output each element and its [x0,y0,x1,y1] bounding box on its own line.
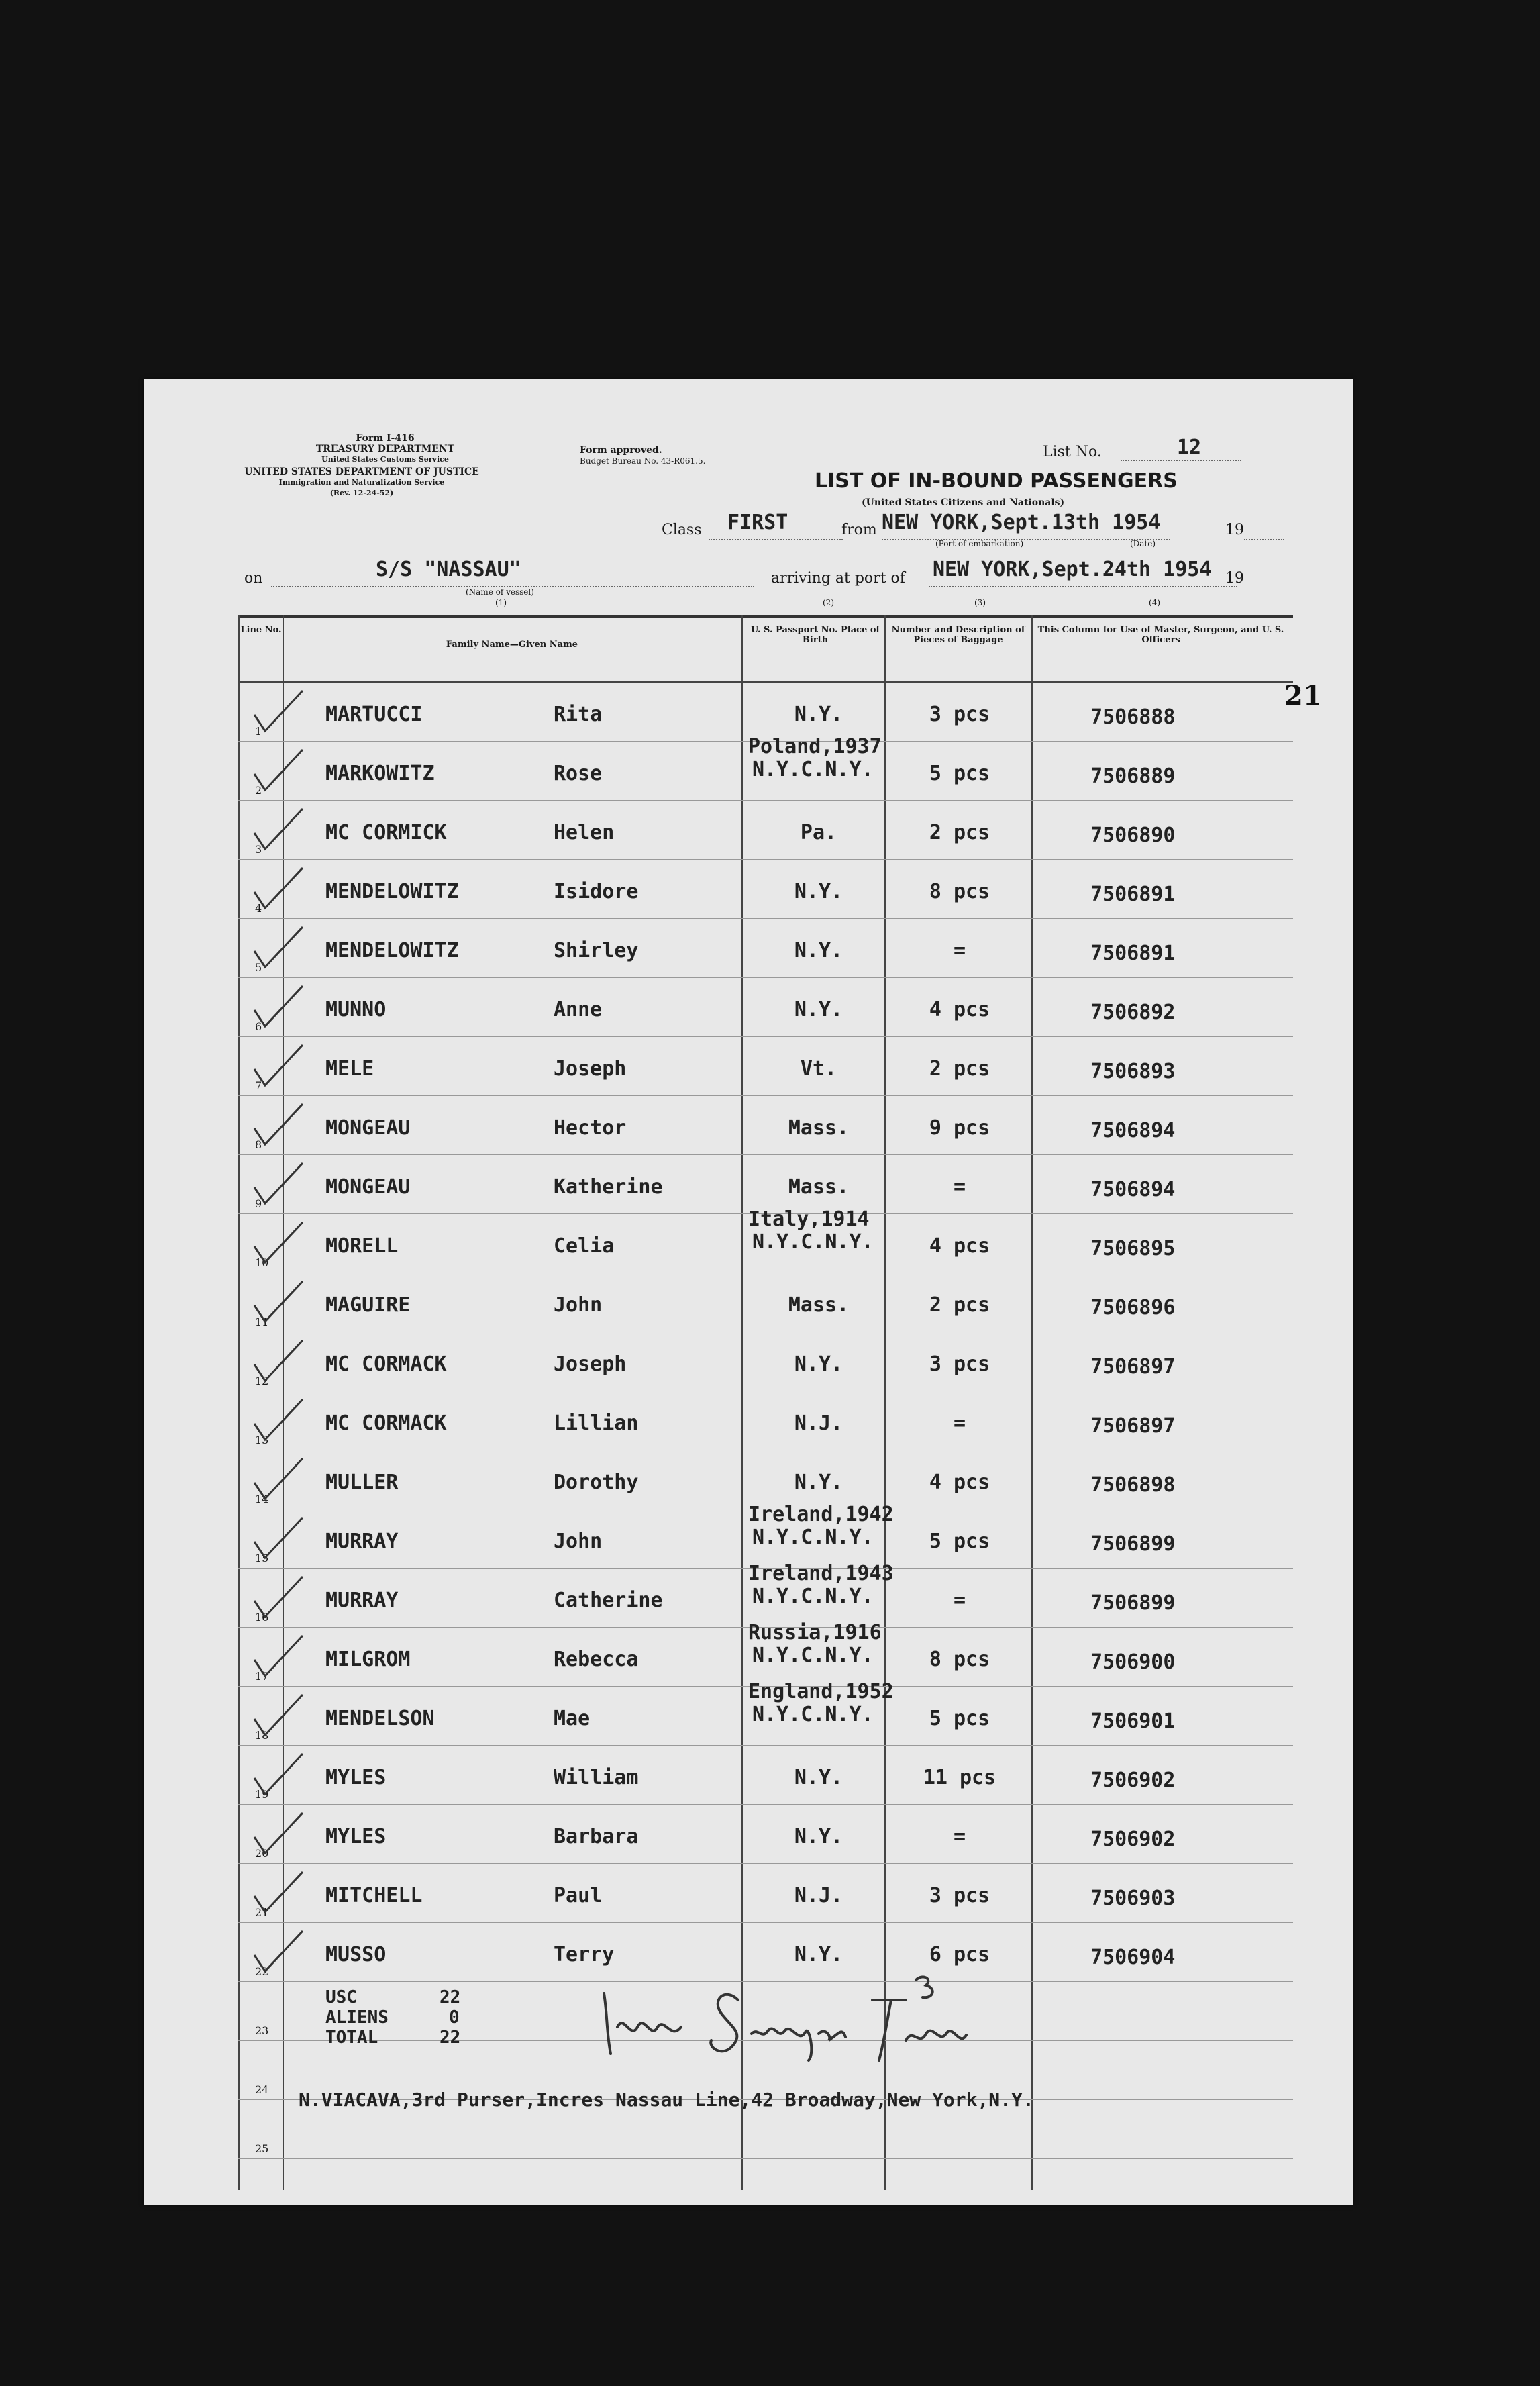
table-row [238,1805,1293,1864]
total-value: 22 [440,2028,461,2048]
given-name: Celia [554,1234,615,1258]
on-label: on [244,570,263,587]
col-name: Family Name—Given Name [446,640,578,650]
birth-place: Pa. [800,821,837,844]
year-prefix-2: 19 [1225,570,1244,587]
birth-place: N.Y. [794,880,843,903]
given-name: Dorothy [554,1471,639,1494]
birth-place: N.Y. [794,998,843,1022]
baggage-pieces: 4 pcs [929,1471,990,1494]
family-name: MAGUIRE [325,1293,411,1317]
baggage-pieces: = [953,1825,966,1848]
line-number: 22 [255,1965,269,1978]
baggage-pieces: 5 pcs [929,1530,990,1553]
usc-label: USC [325,1987,357,2007]
birth-place: N.Y.C.N.Y. [752,1585,874,1608]
birth-place: Mass. [788,1175,850,1199]
birth-place: N.J. [794,1411,843,1435]
given-name: Rebecca [554,1648,639,1671]
line-number: 3 [255,843,262,856]
totals-block [325,1987,461,2048]
birth-place: N.Y. [794,1943,843,1967]
birth-place: Mass. [788,1293,850,1317]
table-row [238,1155,1293,1214]
port-embark-caption: (Port of embarkation) [935,539,1024,548]
given-name: Joseph [554,1057,627,1081]
officer-code: 7506888 [1090,705,1176,729]
family-name: MARKOWITZ [325,762,435,785]
baggage-pieces: 3 pcs [929,1884,990,1907]
line-number: 1 [255,725,262,738]
idx-1: (1) [495,598,507,607]
justice-header [244,466,479,499]
check-mark-icon [252,1397,305,1444]
given-name: Joseph [554,1352,627,1376]
baggage-pieces: 4 pcs [929,998,990,1022]
officer-code: 7506891 [1090,883,1176,906]
birth-place: N.Y.C.N.Y. [752,1526,874,1549]
check-mark-icon [252,747,305,794]
baggage-pieces: 8 pcs [929,1648,990,1671]
line-number: 4 [255,902,262,915]
officer-code: 7506893 [1090,1060,1176,1083]
line-number: 14 [255,1493,269,1505]
officer-code: 7506902 [1090,1769,1176,1792]
date-caption: (Date) [1130,539,1156,548]
baggage-pieces: = [953,939,966,962]
table-row [238,1450,1293,1509]
baggage-pieces: = [953,1589,966,1612]
form-header-left [298,433,472,465]
table-row [238,1332,1293,1391]
family-name: MARTUCCI [325,703,423,726]
table-row [238,735,1293,801]
check-mark-icon [252,688,305,735]
officer-code: 7506899 [1090,1532,1176,1556]
check-mark-icon [252,983,305,1030]
list-no-label: List No. [1043,444,1102,460]
check-mark-icon [252,865,305,912]
birth-place-origin: Russia,1916 [748,1621,882,1644]
birth-place: N.Y.C.N.Y. [752,758,874,781]
birth-place: Vt. [800,1057,837,1081]
immigration-service: Immigration and Naturalization Service [278,478,445,487]
check-mark-icon [252,1928,305,1975]
birth-place: N.Y. [794,939,843,962]
check-mark-icon [252,1456,305,1503]
page-number: 21 [1284,680,1322,711]
given-name: Catherine [554,1589,663,1612]
officer-code: 7506895 [1090,1237,1176,1260]
aliens-value: 0 [449,2007,460,2028]
line-number: 16 [255,1611,269,1624]
birth-place-origin: England,1952 [748,1680,894,1703]
col-passport: U. S. Passport No. Place of Birth [750,625,880,645]
officer-code: 7506900 [1090,1650,1176,1674]
aliens-label: ALIENS [325,2007,389,2028]
table-row [238,801,1293,860]
justice-dept: UNITED STATES DEPARTMENT OF JUSTICE [244,466,479,477]
family-name: MUSSO [325,1943,387,1967]
family-name: MUNNO [325,998,387,1022]
line-number: 25 [255,2142,269,2155]
baggage-pieces: 9 pcs [929,1116,990,1140]
total-label: TOTAL [325,2028,378,2048]
birth-place: N.Y.C.N.Y. [752,1230,874,1254]
check-mark-icon [252,1574,305,1621]
table-row [238,683,1293,742]
from-label: from [841,521,877,538]
check-mark-icon [252,1279,305,1326]
baggage-pieces: 5 pcs [929,762,990,785]
table-row [238,1503,1293,1569]
table-row [238,1207,1293,1273]
vessel-value: S/S "NASSAU" [376,558,521,581]
officer-code: 7506896 [1090,1296,1176,1320]
col-line-no: Line No. [240,625,282,635]
check-mark-icon [252,1042,305,1089]
col-baggage: Number and Description of Pieces of Baggage [891,625,1025,645]
birth-place: N.Y. [794,1766,843,1789]
family-name: MENDELSON [325,1707,435,1730]
baggage-pieces: 4 pcs [929,1234,990,1258]
line-number: 6 [255,1020,262,1033]
given-name: Barbara [554,1825,639,1848]
table-row [238,1037,1293,1096]
given-name: Terry [554,1943,615,1967]
table-row [238,1680,1293,1746]
customs-service: United States Customs Service [321,455,449,464]
col-officers: This Column for Use of Master, Surgeon, and U. S. Officers [1037,625,1284,645]
line-number: 18 [255,1729,269,1742]
table-row [238,1273,1293,1332]
birth-place: N.Y. [794,1471,843,1494]
given-name: Isidore [554,880,639,903]
birth-place: N.Y. [794,1825,843,1848]
baggage-pieces: 2 pcs [929,1293,990,1317]
line-number: 24 [255,2083,269,2096]
arriving-value: NEW YORK,Sept.24th 1954 [933,558,1212,581]
check-mark-icon [252,1692,305,1739]
check-mark-icon [252,1220,305,1266]
line-number: 23 [255,2024,269,2037]
check-mark-icon [252,1515,305,1562]
table-row [238,1562,1293,1628]
birth-place: N.Y.C.N.Y. [752,1644,874,1667]
inspector-signature [577,1960,980,2067]
family-name: MYLES [325,1766,387,1789]
family-name: MC CORMACK [325,1411,447,1435]
family-name: MENDELOWITZ [325,939,459,962]
approved-text: Form approved. [580,445,662,456]
birth-place: N.Y. [794,703,843,726]
line-number: 2 [255,784,262,797]
officer-code: 7506891 [1090,942,1176,965]
check-mark-icon [252,1869,305,1916]
given-name: John [554,1530,603,1553]
given-name: Katherine [554,1175,663,1199]
usc-value: 22 [440,1987,461,2007]
check-mark-icon [252,806,305,853]
officer-code: 7506903 [1090,1887,1176,1910]
given-name: Shirley [554,939,639,962]
given-name: Hector [554,1116,627,1140]
given-name: Lillian [554,1411,639,1435]
table-row [238,1621,1293,1687]
line-number: 8 [255,1138,262,1151]
check-mark-icon [252,1338,305,1385]
year-prefix-1: 19 [1225,521,1244,538]
birth-place: N.Y. [794,1352,843,1376]
table-row [238,1864,1293,1923]
birth-place-origin: Italy,1914 [748,1207,870,1231]
line-number: 9 [255,1197,262,1210]
officer-code: 7506890 [1090,824,1176,847]
arriving-label: arriving at port of [771,570,905,587]
family-name: MURRAY [325,1589,399,1612]
given-name: Rita [554,703,603,726]
idx-4: (4) [1149,598,1160,607]
idx-2: (2) [823,598,834,607]
given-name: Rose [554,762,603,785]
purser-line: N.VIACAVA,3rd Purser,Incres Nassau Line,42 Broadway,New York,N.Y. [299,2089,1034,2111]
idx-3: (3) [974,598,986,607]
birth-place: Mass. [788,1116,850,1140]
table-row [238,1096,1293,1155]
officer-code: 7506892 [1090,1001,1176,1024]
table-row [238,919,1293,978]
family-name: MONGEAU [325,1116,411,1140]
given-name: Mae [554,1707,591,1730]
check-mark-icon [252,1633,305,1680]
line-number: 7 [255,1079,262,1092]
list-no-value: 12 [1177,436,1202,459]
officer-code: 7506902 [1090,1828,1176,1851]
manifest-sheet [144,379,1353,2205]
officer-code: 7506894 [1090,1178,1176,1201]
family-name: MURRAY [325,1530,399,1553]
officer-code: 7506899 [1090,1591,1176,1615]
baggage-pieces: 3 pcs [929,703,990,726]
officer-code: 7506898 [1090,1473,1176,1497]
family-name: MORELL [325,1234,399,1258]
check-mark-icon [252,1751,305,1798]
baggage-pieces: 8 pcs [929,880,990,903]
form-number: Form I-416 [356,433,415,444]
check-mark-icon [252,1810,305,1857]
officer-code: 7506894 [1090,1119,1176,1142]
given-name: John [554,1293,603,1317]
line-number: 21 [255,1906,269,1919]
line-number: 5 [255,961,262,974]
family-name: MITCHELL [325,1884,423,1907]
line-number: 19 [255,1788,269,1801]
birth-place-origin: Ireland,1943 [748,1562,894,1585]
line-number: 17 [255,1670,269,1683]
line-number: 11 [255,1315,269,1328]
line-number: 10 [255,1256,269,1269]
family-name: MILGROM [325,1648,411,1671]
class-label: Class [662,521,702,538]
budget-bureau: Budget Bureau No. 43-R061.5. [580,456,706,466]
table-row [238,860,1293,919]
birth-place-origin: Poland,1937 [748,735,882,758]
birth-place: N.J. [794,1884,843,1907]
baggage-pieces: 2 pcs [929,1057,990,1081]
birth-place-origin: Ireland,1942 [748,1503,894,1526]
baggage-pieces: 6 pcs [929,1943,990,1967]
baggage-pieces: 5 pcs [929,1707,990,1730]
page-subtitle: (United States Citizens and Nationals) [862,497,1065,508]
line-number: 12 [255,1375,269,1387]
treasury-dept: TREASURY DEPARTMENT [315,444,455,454]
line-number: 15 [255,1552,269,1564]
family-name: MULLER [325,1471,399,1494]
check-mark-icon [252,924,305,971]
family-name: MYLES [325,1825,387,1848]
given-name: Anne [554,998,603,1022]
page-title: LIST OF IN-BOUND PASSENGERS [815,469,1178,493]
officer-code: 7506904 [1090,1946,1176,1969]
family-name: MENDELOWITZ [325,880,459,903]
revision-date: (Rev. 12-24-52) [329,489,394,497]
baggage-pieces: = [953,1411,966,1435]
table-row [238,978,1293,1037]
table-row [238,1391,1293,1450]
class-value: FIRST [727,511,788,534]
given-name: Helen [554,821,615,844]
officer-code: 7506901 [1090,1709,1176,1733]
from-value: NEW YORK,Sept.13th 1954 [882,511,1161,534]
table-row [238,1746,1293,1805]
given-name: Paul [554,1884,603,1907]
check-mark-icon [252,1160,305,1207]
family-name: MONGEAU [325,1175,411,1199]
baggage-pieces: 11 pcs [923,1766,996,1789]
birth-place: N.Y.C.N.Y. [752,1703,874,1726]
line-number: 13 [255,1434,269,1446]
officer-code: 7506897 [1090,1355,1176,1379]
line-number: 20 [255,1847,269,1860]
officer-code: 7506897 [1090,1414,1176,1438]
check-mark-icon [252,1101,305,1148]
form-approved [580,445,705,466]
baggage-pieces: = [953,1175,966,1199]
family-name: MC CORMICK [325,821,447,844]
officer-code: 7506889 [1090,764,1176,788]
given-name: William [554,1766,639,1789]
baggage-pieces: 3 pcs [929,1352,990,1376]
vessel-caption: (Name of vessel) [466,587,534,597]
family-name: MELE [325,1057,374,1081]
passenger-table [238,615,1293,2190]
family-name: MC CORMACK [325,1352,447,1376]
baggage-pieces: 2 pcs [929,821,990,844]
